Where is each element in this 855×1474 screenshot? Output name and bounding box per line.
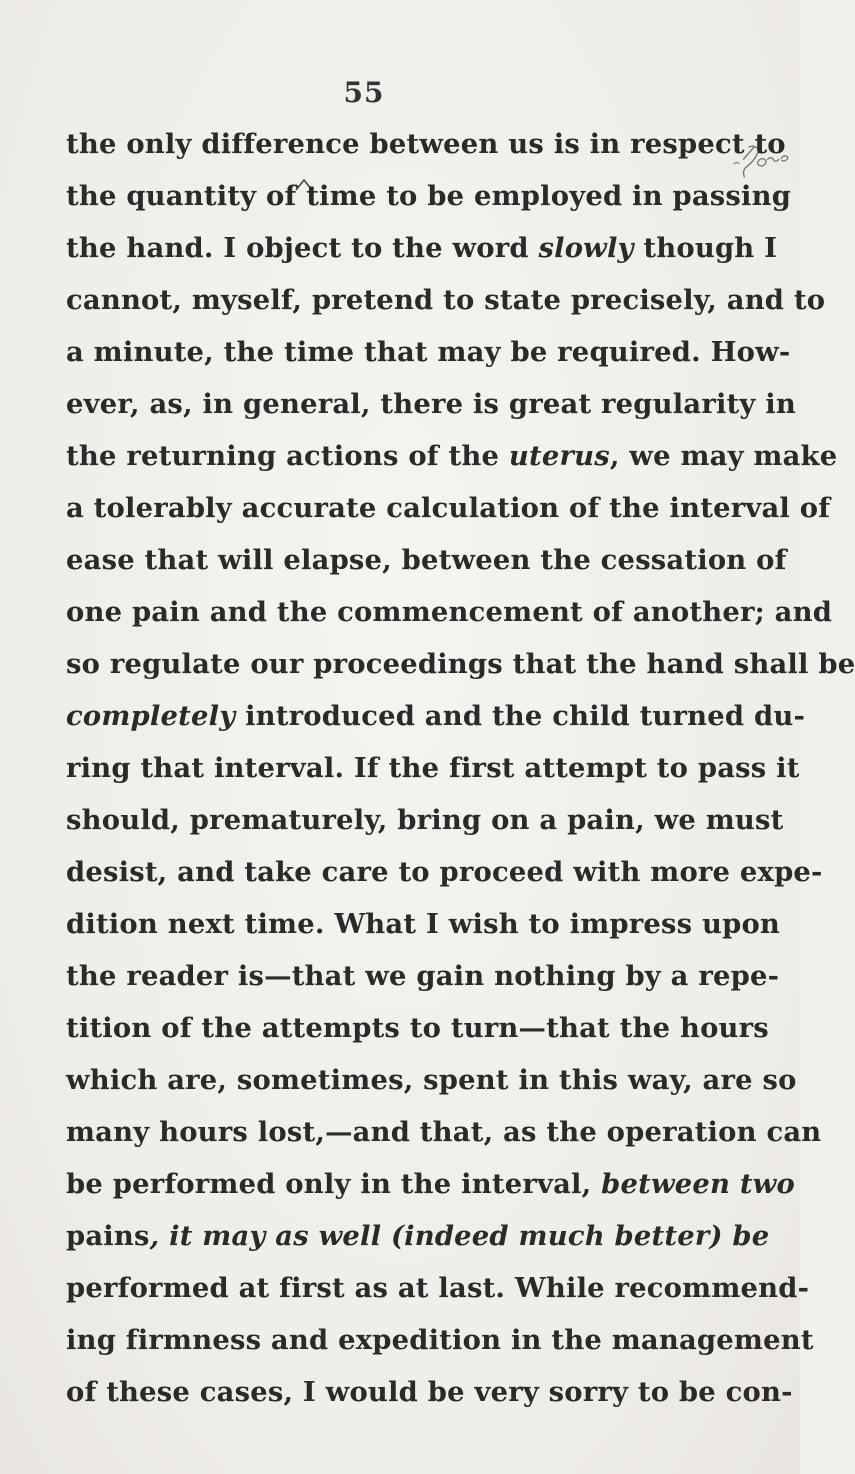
text-line: dition next time. What I wish to impress upon [66,908,781,940]
text-line: a tolerably accurate calculation of the interval of [66,492,831,524]
text-line: be performed only in the interval, between two [66,1168,795,1200]
text-line: ing firmness and expedition in the management [66,1324,814,1356]
text-line: performed at first as at last. While recommend- [66,1272,810,1304]
italic-emphasis: , it may as well (indeed much better) be [149,1220,770,1252]
text-line: the quantity of time to be employed in passing [66,180,792,212]
text-line: cannot, myself, pretend to state precisely, and to [66,284,826,316]
text-line: which are, sometimes, spent in this way, are so [66,1064,797,1096]
text-line: the returning actions of the uterus, we may make [66,440,838,472]
page-number: 55 [343,76,385,109]
text-line: ring that interval. If the first attempt to pass it [66,752,800,784]
text-line: one pain and the commencement of another; and [66,596,833,628]
page-body-text [66,118,855,1418]
text-line: completely introduced and the child turned du- [66,700,806,732]
text-line: the only difference between us is in respect to [66,128,786,160]
text-line: a minute, the time that may be required. How- [66,336,791,368]
text-line: tition of the attempts to turn—that the hours [66,1012,769,1044]
text-line: so regulate our proceedings that the hand shall be [66,648,855,680]
italic-emphasis: between two [601,1168,795,1200]
italic-emphasis: completely [66,700,236,732]
text-line: should, prematurely, bring on a pain, we must [66,804,784,836]
text-line: ease that will elapse, between the cessation of [66,544,787,576]
text-line: many hours lost,—and that, as the operation can [66,1116,822,1148]
italic-emphasis: slowly [538,232,634,264]
text-line: desist, and take care to proceed with more expe- [66,856,823,888]
text-line: the hand. I object to the word slowly though I [66,232,778,264]
text-line: pains, it may as well (indeed much better) be [66,1220,770,1252]
italic-emphasis: uterus [508,440,610,472]
text-line: the reader is—that we gain nothing by a repe- [66,960,780,992]
text-line: ever, as, in general, there is great regularity in [66,388,796,420]
text-line: of these cases, I would be very sorry to be con- [66,1376,793,1408]
